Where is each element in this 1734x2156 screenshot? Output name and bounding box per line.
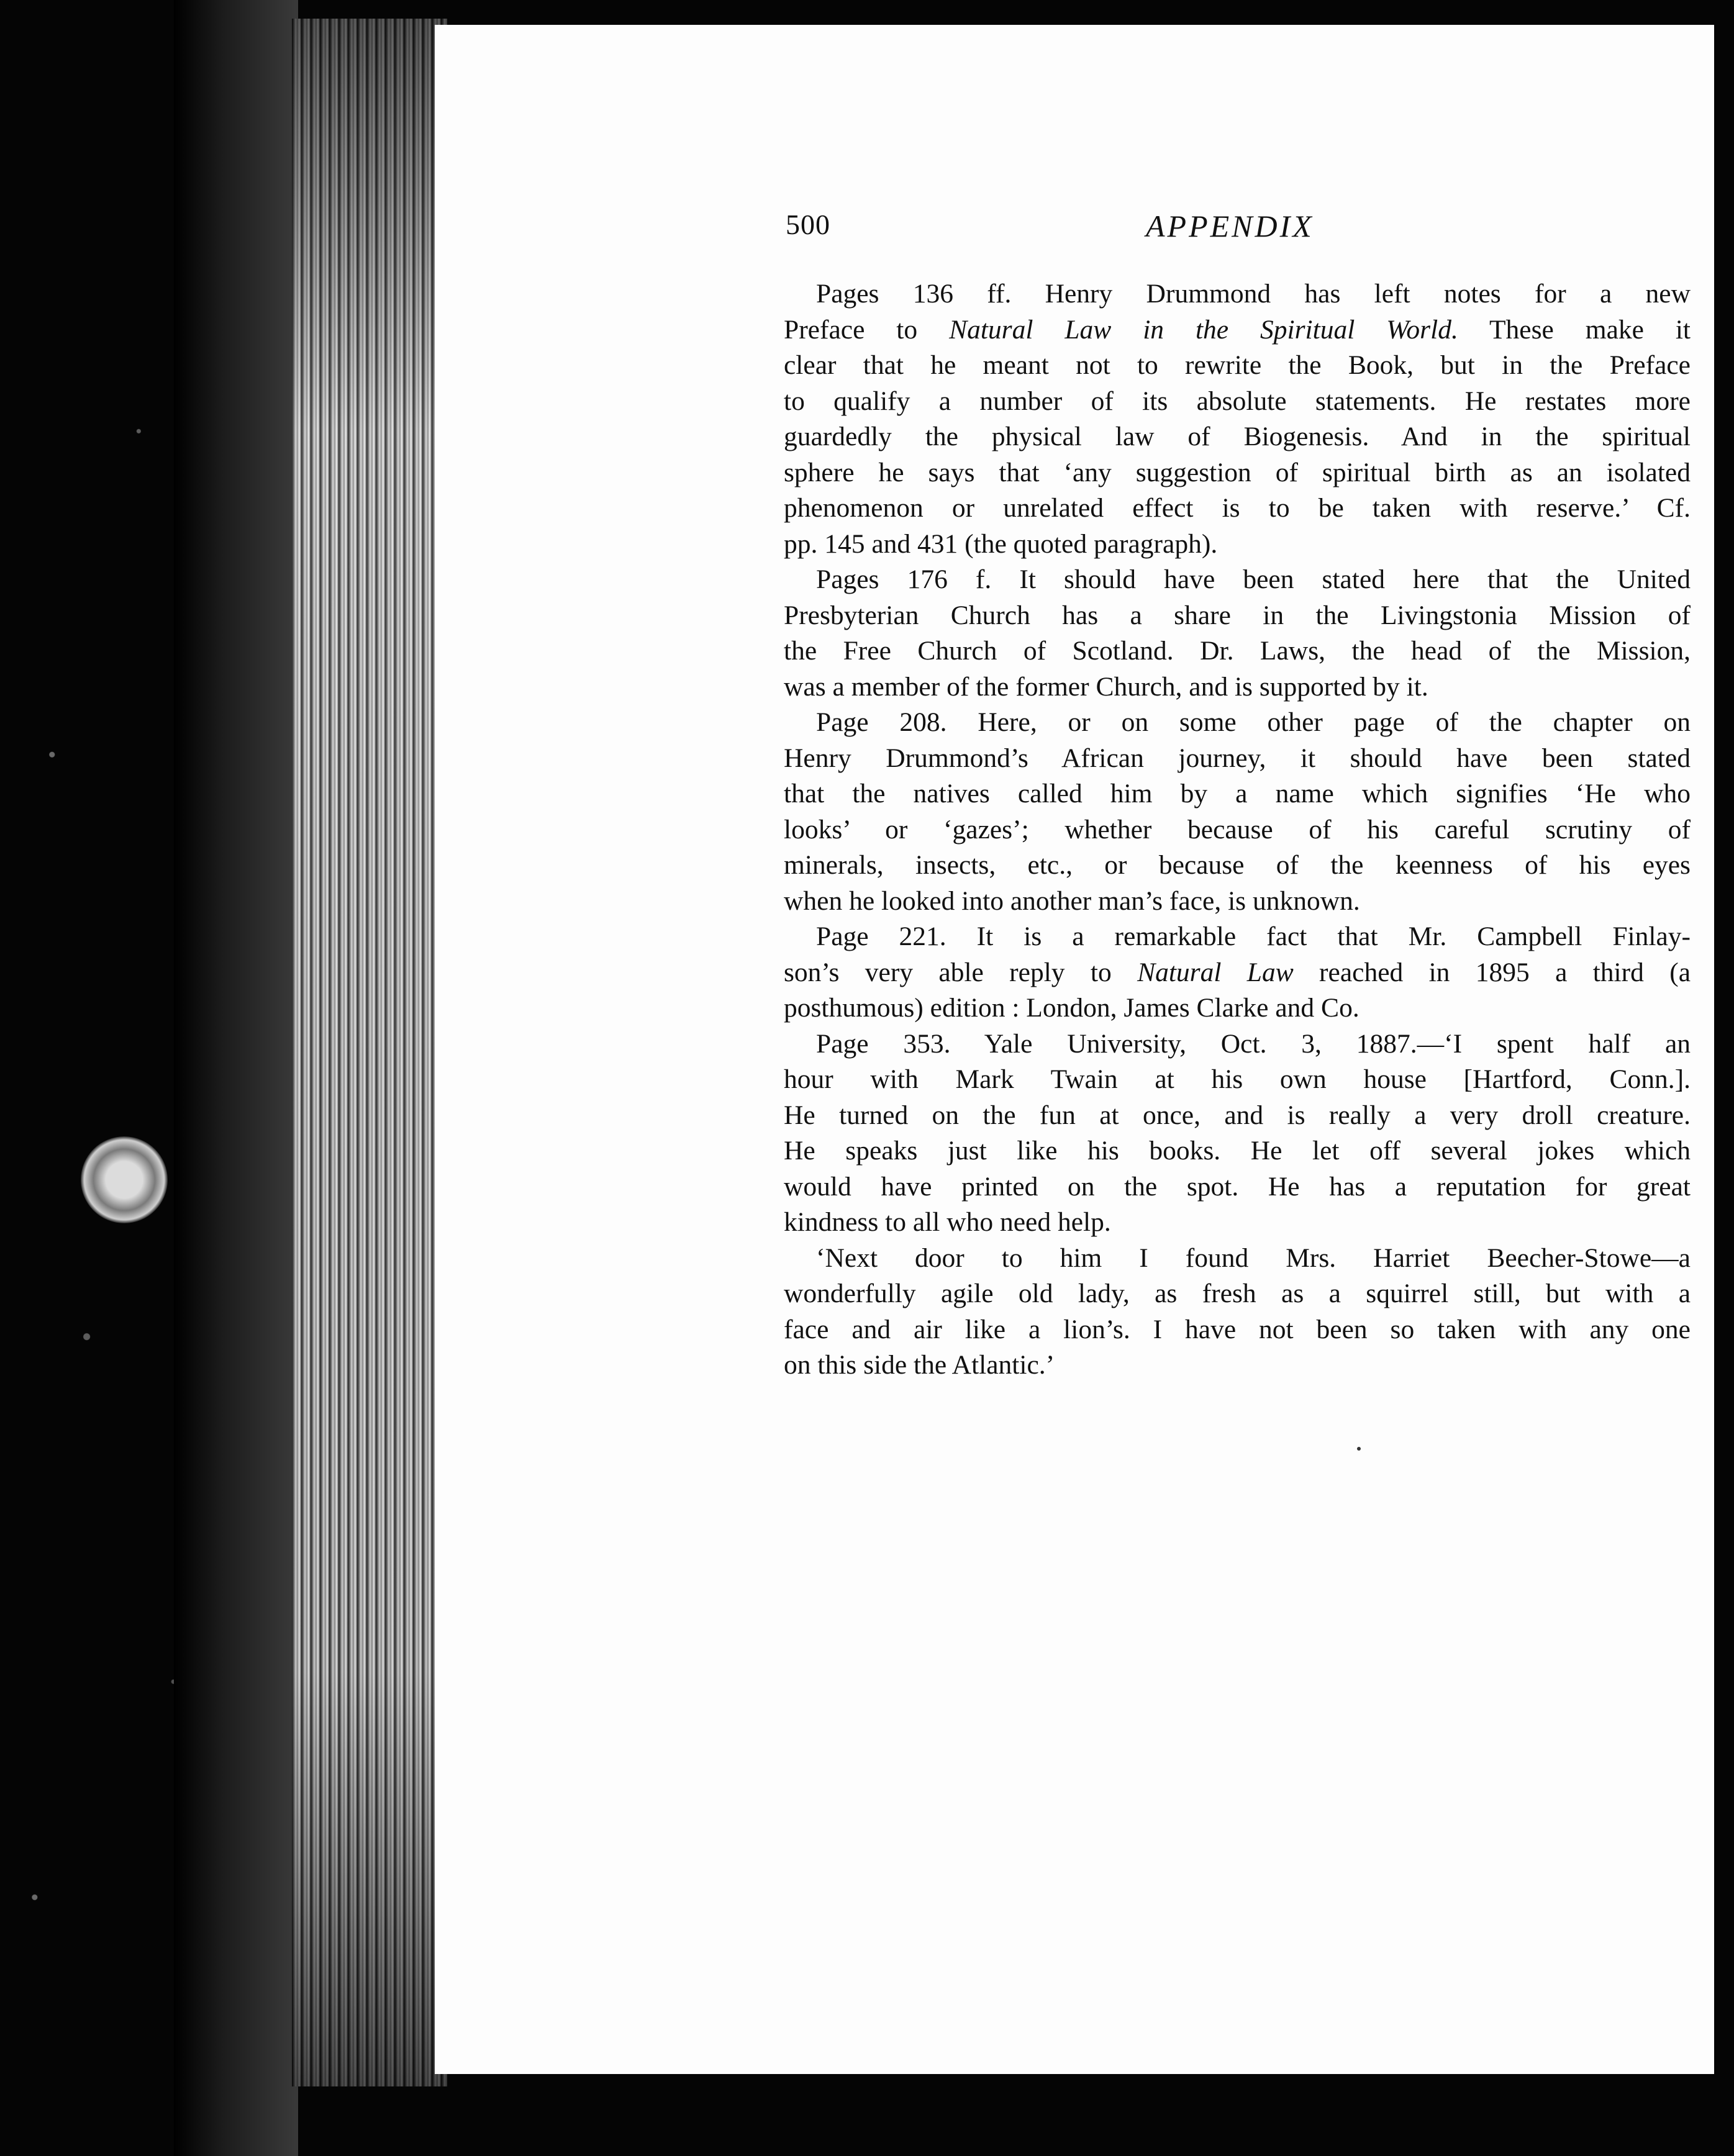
text-line: that the natives called him by a name which signifies ‘He who bbox=[784, 779, 1691, 808]
text-line: pp. 145 and 431 (the quoted paragraph). bbox=[784, 528, 1218, 559]
text-line: guardedly the physical law of Biogenesis. And in the spiritual bbox=[784, 422, 1691, 451]
text-line: the Free Church of Scotland. Dr. Laws, the head of the Mission, bbox=[784, 636, 1691, 666]
text-line: Presbyterian Church has a share in the Livingstonia Mission of bbox=[784, 600, 1691, 630]
text-line: Preface to Natural Law in the Spiritual World. These make it bbox=[784, 314, 1691, 345]
text-line: to qualify a number of its absolute statements. He restates more bbox=[784, 386, 1691, 416]
text-line: sphere he says that ‘any suggestion of spiritual birth as an isolated bbox=[784, 457, 1691, 487]
italic-title: Natural Law bbox=[1137, 957, 1294, 987]
text-line: looks’ or ‘gazes’; whether because of his careful scrutiny of bbox=[784, 814, 1691, 845]
text-line: on this side the Atlantic.’ bbox=[784, 1350, 1055, 1380]
page-number: 500 bbox=[786, 209, 830, 240]
text-line: was a member of the former Church, and is supported by it. bbox=[784, 671, 1428, 702]
paragraph bbox=[784, 276, 1691, 562]
text-line: clear that he meant not to rewrite the Book, but in the Preface bbox=[784, 350, 1691, 380]
text-line: wonderfully agile old lady, as fresh as a squirrel still, but with a bbox=[784, 1279, 1691, 1308]
text-line: ‘Next door to him I found Mrs. Harriet Beecher-Stowe—a bbox=[816, 1243, 1691, 1273]
text-line: Page 208. Here, or on some other page of the chapter on bbox=[816, 707, 1691, 737]
text-line: Page 221. It is a remarkable fact that Mr. Campbell Finlay- bbox=[816, 922, 1691, 951]
text-line: when he looked into another man’s face, is unknown. bbox=[784, 886, 1360, 916]
text-line: Pages 136 ff. Henry Drummond has left notes for a new bbox=[816, 279, 1691, 309]
text-line: kindness to all who need help. bbox=[784, 1207, 1111, 1237]
italic-title: Natural Law in the Spiritual World. bbox=[949, 314, 1458, 345]
text-line: hour with Mark Twain at his own house [Hartford, Conn.]. bbox=[784, 1064, 1691, 1094]
library-stamp-mark bbox=[81, 1136, 168, 1223]
text-line: son’s very able reply to Natural Law reached in 1895 a third (a bbox=[784, 957, 1691, 987]
running-head bbox=[786, 208, 1692, 258]
paragraph bbox=[784, 562, 1691, 705]
text-line: He turned on the fun at once, and is really a very droll creature. bbox=[784, 1100, 1691, 1130]
text-line: minerals, insects, etc., or because of the keenness of his eyes bbox=[784, 850, 1691, 880]
book-spine-shadow bbox=[174, 0, 298, 2156]
paragraph bbox=[784, 919, 1691, 1026]
text-line: phenomenon or unrelated effect is to be taken with reserve.’ Cf. bbox=[784, 493, 1691, 523]
book-page-edge bbox=[292, 19, 447, 2086]
text-line: Henry Drummond’s African journey, it should have been stated bbox=[784, 743, 1691, 773]
text-line: posthumous) edition : London, James Clarke and Co. bbox=[784, 993, 1360, 1023]
paragraph bbox=[784, 705, 1691, 919]
running-title: APPENDIX bbox=[1146, 209, 1314, 243]
text-line: Pages 176 f. It should have been stated here that the United bbox=[816, 564, 1691, 594]
paragraph bbox=[784, 1241, 1691, 1384]
print-speck bbox=[1357, 1447, 1361, 1451]
appendix-text bbox=[784, 276, 1691, 1384]
paragraph bbox=[784, 1026, 1691, 1241]
text-line: would have printed on the spot. He has a reputation for great bbox=[784, 1171, 1691, 1202]
text-line: Page 353. Yale University, Oct. 3, 1887.—‘I spent half an bbox=[816, 1028, 1691, 1059]
text-line: He speaks just like his books. He let off several jokes which bbox=[784, 1136, 1691, 1166]
text-line: face and air like a lion’s. I have not been so taken with any one bbox=[784, 1314, 1691, 1344]
